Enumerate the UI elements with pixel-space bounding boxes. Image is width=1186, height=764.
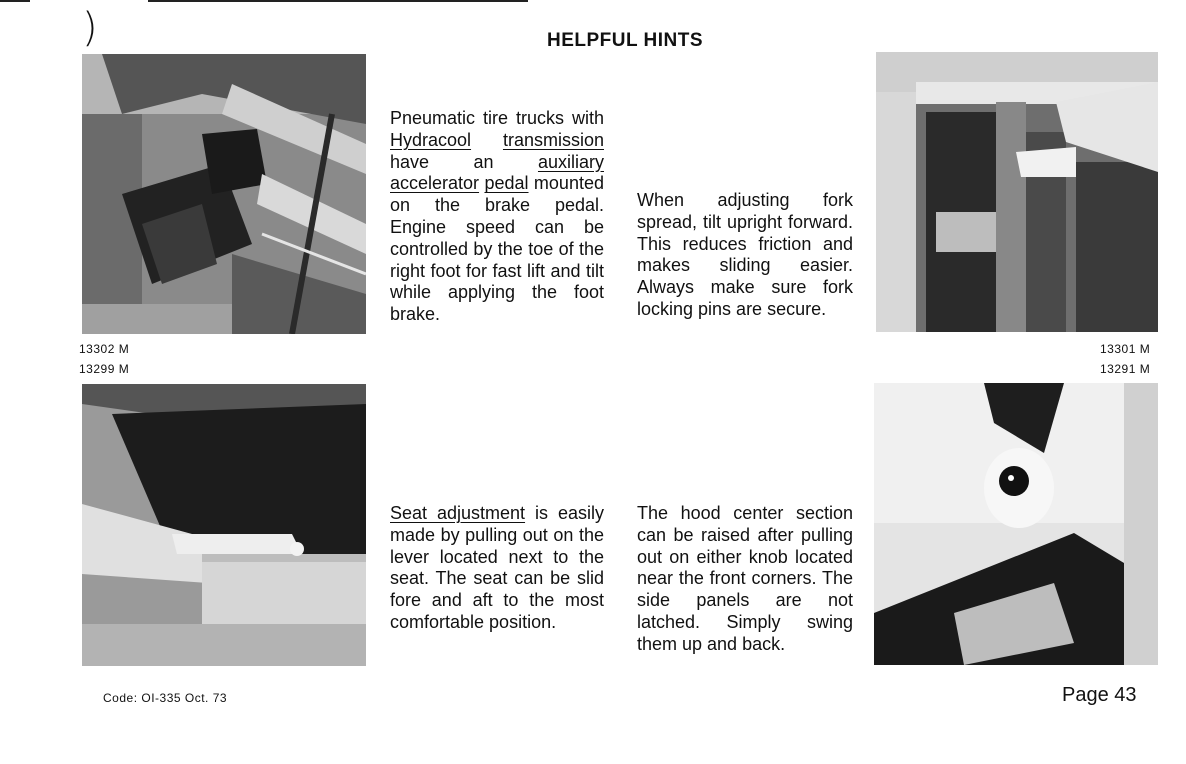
paragraph-text: When adjusting fork spread, tilt upright forward. This reduces friction and makes sliding easier. Always make sure fork locking pins are secure. — [637, 190, 853, 319]
page-title: HELPFUL HINTS — [546, 30, 704, 51]
photo-pedal — [82, 54, 366, 334]
underlined-term: Seat adjustment — [390, 503, 526, 523]
rule-left — [0, 0, 30, 2]
photo-pedal-icon — [82, 54, 366, 334]
figure-number: 13299 M — [79, 362, 130, 376]
text-segment — [471, 130, 503, 150]
text-segment: Pneumatic tire trucks with — [390, 108, 604, 128]
photo-fork — [876, 52, 1158, 332]
paragraph-aux-accelerator — [390, 108, 604, 326]
paragraph-fork-spread — [637, 190, 853, 321]
paragraph-hood — [637, 503, 853, 656]
text-segment: is easily made by pulling out on the lever located next to the seat. The seat can be slid fore and aft to the most comfortable position. — [390, 503, 604, 632]
underlined-term: Hydracool — [390, 129, 472, 150]
photo-seat-lever — [82, 384, 366, 666]
underlined-term: auxiliary accelerator — [390, 151, 604, 194]
page-number: Page 43 — [1062, 684, 1137, 706]
photo-hood-knob-icon — [874, 383, 1158, 665]
document-code: Code: OI-335 Oct. 73 — [103, 691, 228, 705]
figure-number: 13302 M — [79, 342, 130, 356]
photo-fork-icon — [876, 52, 1158, 332]
figure-number: 13301 M — [1100, 342, 1151, 356]
photo-hood-knob — [874, 383, 1158, 665]
underlined-term: transmission — [502, 129, 604, 150]
rule-top — [148, 0, 528, 2]
figure-number: 13291 M — [1100, 362, 1151, 376]
scan-mark: ) — [82, 5, 98, 51]
photo-seat-lever-icon — [82, 384, 366, 666]
text-segment: have an — [390, 151, 538, 172]
underlined-term: pedal — [484, 173, 529, 194]
paragraph-seat-adjustment — [390, 503, 604, 634]
text-segment: mounted on the brake pedal. Engine speed can be controlled by the toe of the right foot for fast lift and tilt while applying the foot brake. — [390, 173, 604, 325]
paragraph-text: The hood center section can be raised after pulling out on either knob located near the front corners. The side panels are not latched. Simply swing them up and back. — [637, 503, 853, 654]
